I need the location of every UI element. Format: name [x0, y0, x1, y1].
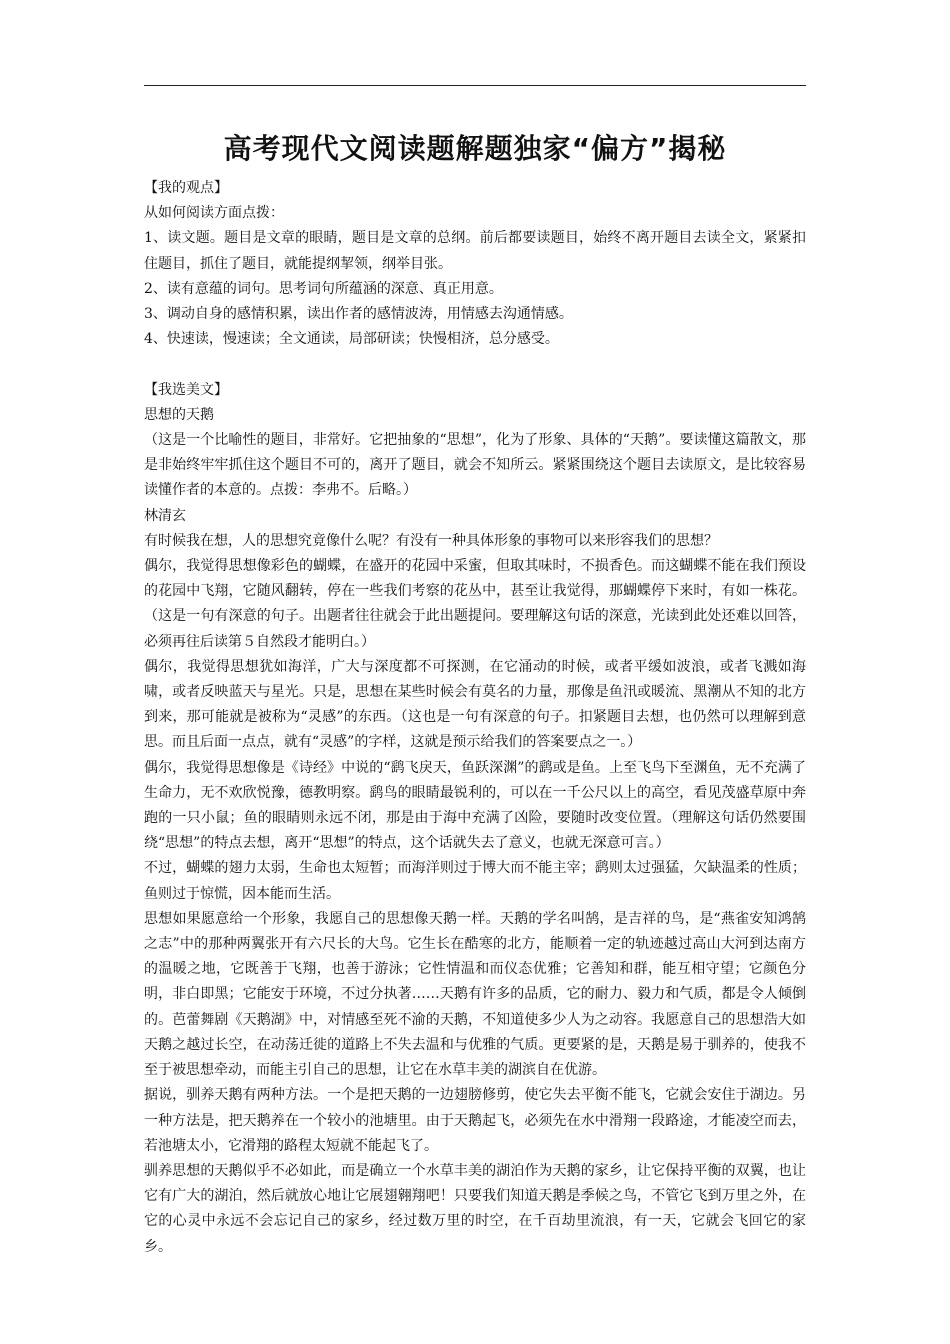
essay-paragraph: 思想如果愿意给一个形象，我愿自己的思想像天鹅一样。天鹅的学名叫鹄，是吉祥的鸟，是“燕雀安知鸿鹄之志”中的那种两翼张开有六尺长的大鸟。它生长在酷寒的北方，能顺着一定的轨迹越过高山大河到达南方的温暖之地，它既善于飞翔，也善于游泳；它性情温和而仪态优雅；它善知和群，能互相守望；它颜色分明，非白即黑；它能安于环境，不过分执著……天鹅有许多的品质，它的耐力、毅力和气质，都是令人倾倒的。芭蕾舞剧《天鹅湖》中，对情感至死不渝的天鹅，不知道使多少人为之动容。我愿意自己的思想浩大如天鹅之越过长空，在动荡迁徙的道路上不失去温和与优雅的气质。更要紧的是，天鹅是易于驯养的，使我不至于被思想牵动，而能主引自己的思想，让它在水草丰美的湖滨自在优游。: [144, 910, 806, 1079]
essay-paragraph: 驯养思想的天鹅似乎不必如此，而是确立一个水草丰美的湖泊作为天鹅的家乡，让它保持平衡的双翼，也让它有广大的湖泊，然后就放心地让它展翅翱翔吧！只要我们知道天鹅是季候之鸟，不管它飞到万里之外，在它的心灵中永远不会忘记自己的家乡，经过数万里的时空，在千百劫里流浪，有一天，它就会飞回它的家乡。: [144, 1162, 806, 1255]
essay-paragraph: 据说，驯养天鹅有两种方法。一个是把天鹅的一边翅膀修剪，使它失去平衡不能飞，它就会安住于湖边。另一种方法是，把天鹅养在一个较小的池塘里。由于天鹅起飞，必须先在水中滑翔一段路途，才能凌空而去，若池塘太小，它滑翔的路程太短就不能起飞了。: [144, 1087, 806, 1154]
opinion-heading: 【我的观点】: [144, 180, 228, 196]
opinion-point: 1、读文题。题目是文章的眼睛，题目是文章的总纲。前后都要读题目，始终不离开题目去读全文，紧紧扣住题目，抓住了题目，就能提纲挈领，纲举目张。: [144, 230, 806, 272]
document-body: [144, 176, 806, 1260]
blank-line: [144, 352, 806, 377]
essay-paragraph: 不过，蝴蝶的翅力太弱，生命也太短暂；而海洋则过于博大而不能主宰；鹞则太过强猛，欠缺温柔的性质；鱼则过于惊慌，因本能而生活。: [144, 860, 806, 902]
opinion-intro: 从如何阅读方面点拨：: [144, 205, 284, 222]
opinion-point: 2、读有意蕴的词句。思考词句所蕴涵的深意、真正用意。: [144, 280, 503, 297]
essay-paragraph: 偶尔，我觉得思想犹如海洋，广大与深度都不可探测，在它涌动的时候，或者平缓如波浪，或者飞溅如海啸，或者反映蓝天与星光。只是，思想在某些时候会有莫名的力量，那像是鱼汛或暖流、黑潮从不知的北方到来，那可能就是被称为“灵感”的东西。（这也是一句有深意的句子。扣紧题目去想，也仍然可以理解到意思。而且后面一点点，就有“灵感”的字样，这就是预示给我们的答案要点之一。）: [144, 658, 806, 751]
essay-paragraph: 有时候我在想，人的思想究竟像什么呢？有没有一种具体形象的事物可以来形容我们的思想？: [144, 532, 718, 549]
opinion-point: 3、调动自身的感情积累，读出作者的感情波涛，用情感去沟通情感。: [144, 306, 573, 323]
essay-heading: 【我选美文】: [144, 381, 228, 398]
essay-title: 思想的天鹅: [144, 406, 214, 423]
page-title: 高考现代文阅读题解题独家“偏方”揭秘: [223, 132, 727, 165]
essay-paragraph: 偶尔，我觉得思想像是《诗经》中说的“鹞飞戾天，鱼跃深渊”的鹞或是鱼。上至飞鸟下至渊鱼，无不充满了生命力，无不欢欣悦豫，德教明察。鹞鸟的眼睛最锐利的，可以在一千公尺以上的高空，看见茂盛草原中奔跑的一只小鼠；鱼的眼睛则永远不闭，那是由于海中充满了凶险，要随时改变位置。（理解这句话仍然要围绕“思想”的特点去想，离开“思想”的特点，这个话就失去了意义，也就无深意可言。）: [144, 759, 806, 852]
opinion-point: 4、快速读，慢速读；全文通读，局部研读；快慢相济，总分感受。: [144, 331, 559, 348]
essay-author: 林清玄: [144, 507, 186, 524]
essay-paragraph: 偶尔，我觉得思想像彩色的蝴蝶，在盛开的花园中采蜜，但取其味时，不损香色。而这蝴蝶不能在我们预设的花园中飞翔，它随风翻转，停在一些我们考察的花丛中，甚至让我觉得，那蝴蝶停下来时，有如一株花。（这是一句有深意的句子。出题者往往就会于此出题提问。要理解这句话的深意，光读到此处还难以回答，必须再往后读第５自然段才能明白。）: [144, 558, 806, 650]
essay-title-note: （这是一个比喻性的题目，非常好。它把抽象的“思想”，化为了形象、具体的“天鹅”。要读懂这篇散文，那是非始终牢牢抓住这个题目不可的，离开了题目，就会不知所云。紧紧围绕这个题目去读原文，是比较容易读懂作者的本意的。点拨：李弗不。后略。）: [144, 432, 806, 499]
top-rule: [144, 85, 806, 86]
